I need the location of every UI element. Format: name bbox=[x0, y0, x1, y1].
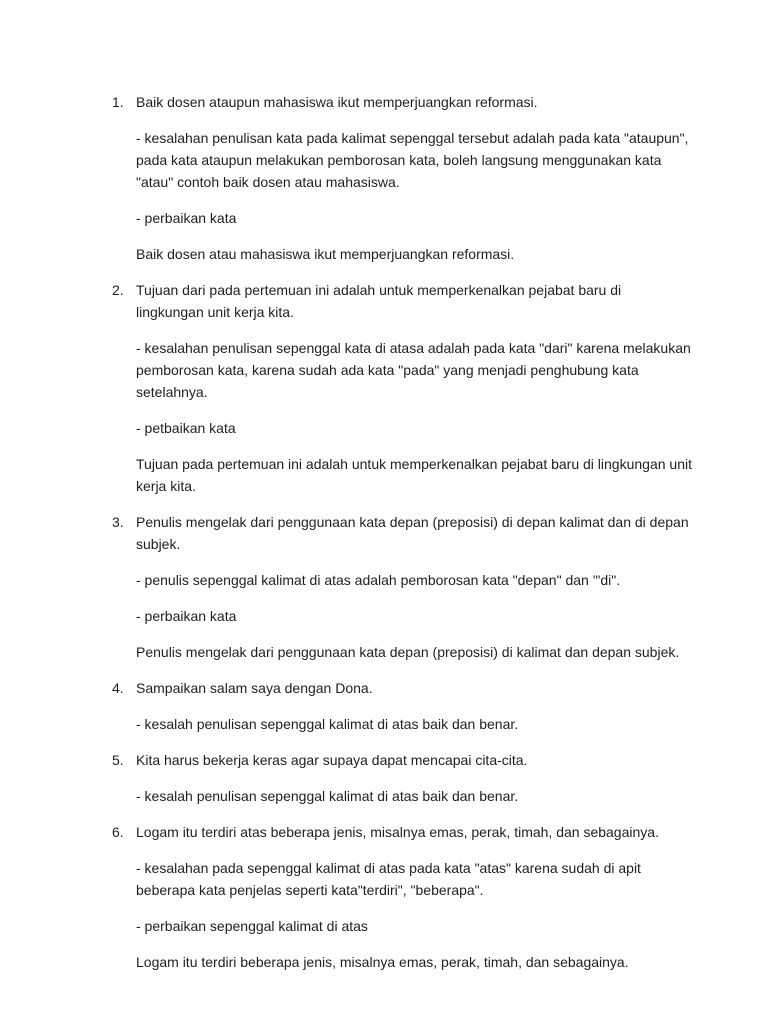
item-number: 2. bbox=[112, 282, 124, 298]
question-text: Baik dosen ataupun mahasiswa ikut memperjuangkan reformasi. bbox=[136, 94, 538, 110]
list-item-6 bbox=[0, 821, 768, 973]
item-number: 4. bbox=[112, 680, 124, 696]
list-item-5 bbox=[0, 749, 768, 807]
corrected-sentence: Baik dosen atau mahasiswa ikut memperjuangkan reformasi. bbox=[136, 246, 515, 262]
question-text: Sampaikan salam saya dengan Dona. bbox=[136, 680, 373, 696]
list-item-1 bbox=[0, 91, 768, 265]
item-number: 3. bbox=[112, 514, 124, 530]
correction-label: - petbaikan kata bbox=[136, 420, 236, 436]
item-number: 6. bbox=[112, 824, 124, 840]
explanation-text: - kesalah penulisan sepenggal kalimat di atas baik dan benar. bbox=[136, 716, 519, 732]
explanation-text: - penulis sepenggal kalimat di atas adalah pemborosan kata "depan" dan '"di". bbox=[136, 572, 621, 588]
list-item-2 bbox=[0, 279, 768, 497]
explanation-text: - kesalahan penulisan sepenggal kata di atasa adalah pada kata "dari" karena melakukan pemborosan kata, karena sudah ada kata "pada" yang menjadi penghubung kata setelahnya. bbox=[136, 340, 691, 400]
explanation-text: - kesalah penulisan sepenggal kalimat di atas baik dan benar. bbox=[136, 788, 519, 804]
item-number: 5. bbox=[112, 752, 124, 768]
correction-label: - perbaikan kata bbox=[136, 210, 237, 226]
corrected-sentence: Tujuan pada pertemuan ini adalah untuk memperkenalkan pejabat baru di lingkungan unit kerja kita. bbox=[136, 456, 692, 494]
list-item-3 bbox=[0, 511, 768, 663]
correction-label: - perbaikan sepenggal kalimat di atas bbox=[136, 918, 368, 934]
corrected-sentence: Penulis mengelak dari penggunaan kata depan (preposisi) di kalimat dan depan subjek. bbox=[136, 644, 680, 660]
document-page bbox=[0, 91, 768, 987]
item-number: 1. bbox=[112, 94, 124, 110]
explanation-text: - kesalahan pada sepenggal kalimat di atas pada kata "atas" karena sudah di apit beberapa kata penjelas seperti kata"terdiri", "beberapa". bbox=[136, 860, 641, 898]
question-text: Kita harus bekerja keras agar supaya dapat mencapai cita-cita. bbox=[136, 752, 528, 768]
question-text: Penulis mengelak dari penggunaan kata depan (preposisi) di depan kalimat dan di depan subjek. bbox=[136, 514, 689, 552]
explanation-text: - kesalahan penulisan kata pada kalimat sepenggal tersebut adalah pada kata "ataupun", pada kata ataupun melakukan pemborosan kata, boleh langsung menggunakan kata "atau" contoh baik dosen atau mahasiswa. bbox=[136, 130, 689, 190]
question-text: Logam itu terdiri atas beberapa jenis, misalnya emas, perak, timah, dan sebagainya. bbox=[136, 824, 659, 840]
corrected-sentence: Logam itu terdiri beberapa jenis, misalnya emas, perak, timah, dan sebagainya. bbox=[136, 954, 629, 970]
list-item-4 bbox=[0, 677, 768, 735]
correction-label: - perbaikan kata bbox=[136, 608, 237, 624]
question-text: Tujuan dari pada pertemuan ini adalah untuk memperkenalkan pejabat baru di lingkungan unit kerja kita. bbox=[136, 282, 622, 320]
